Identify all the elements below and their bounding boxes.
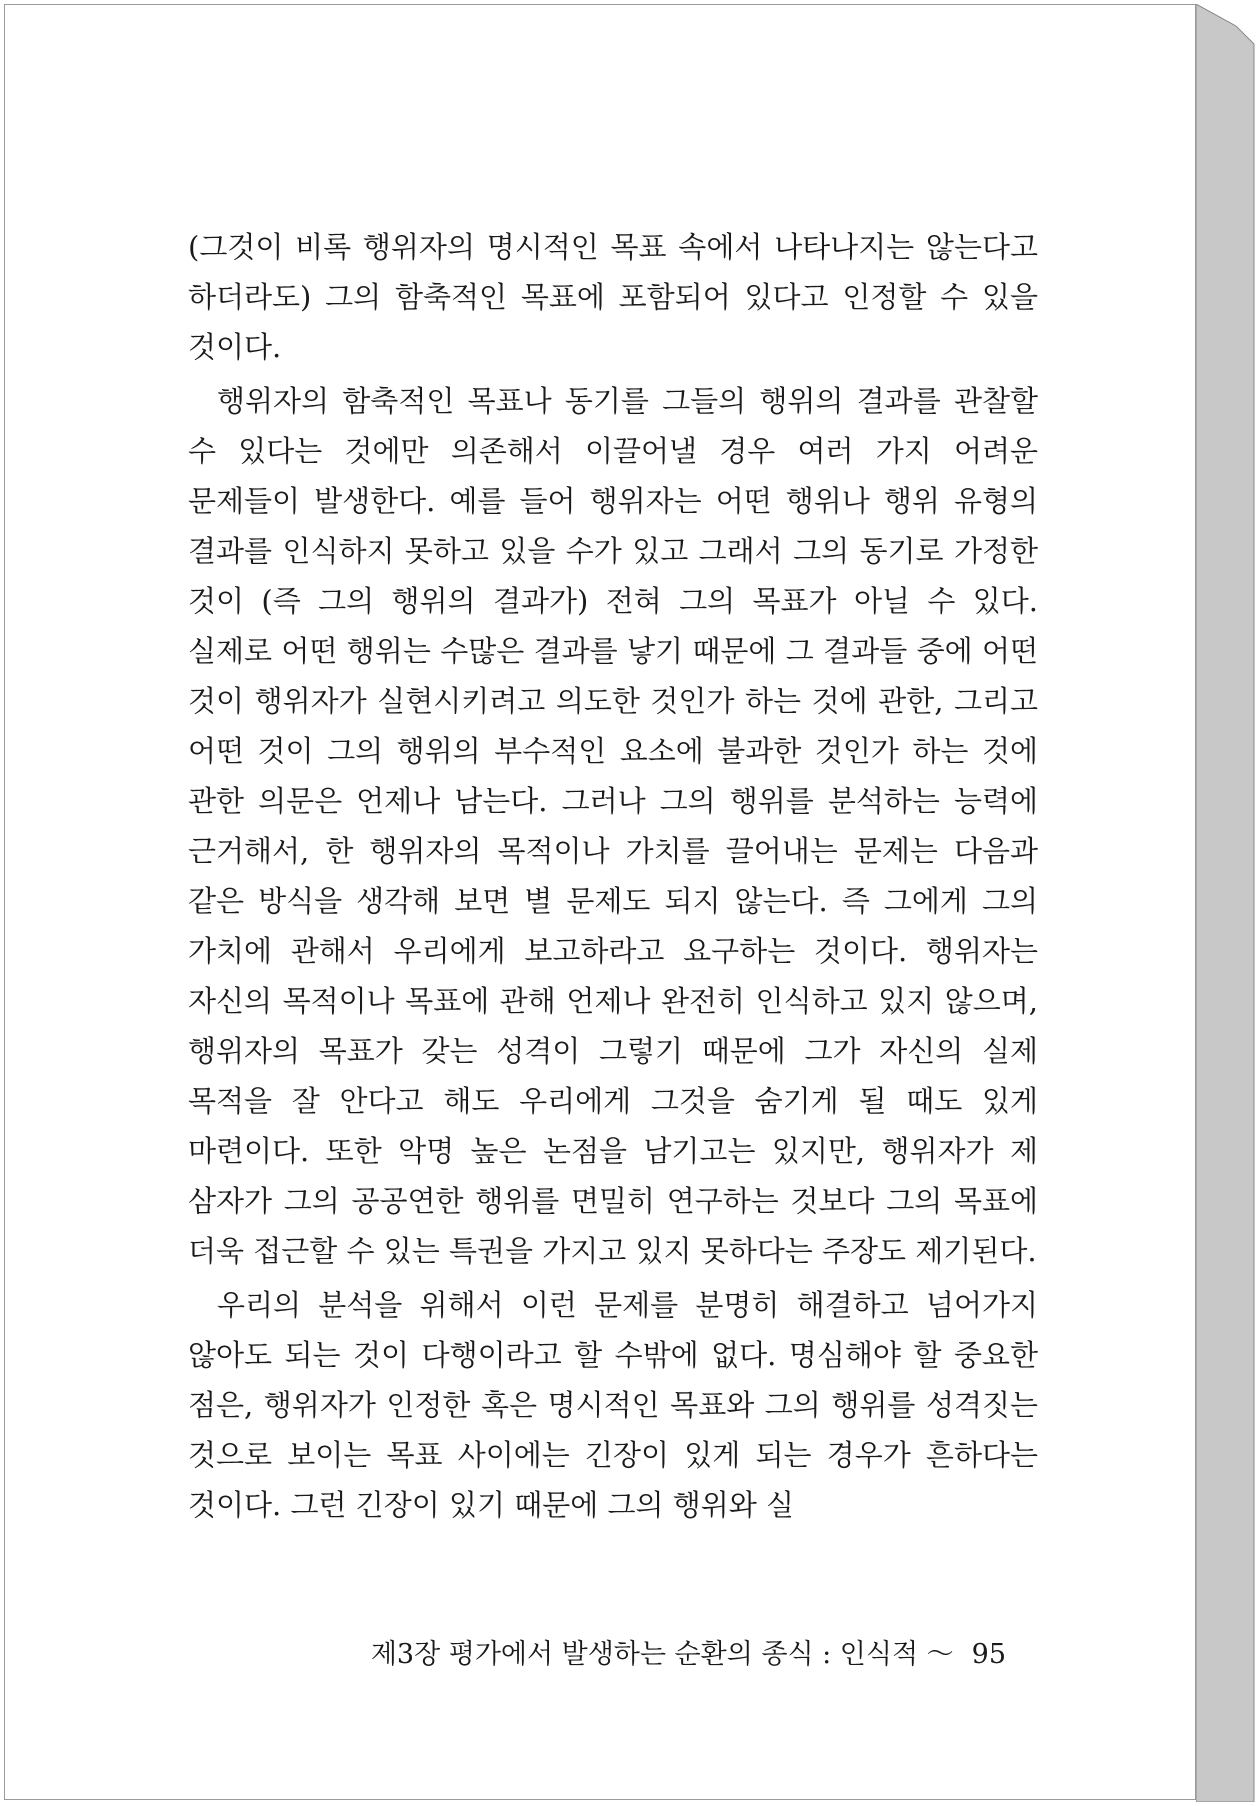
page-edge-shadow (1196, 4, 1256, 1802)
paragraph-1: (그것이 비록 행위자의 명시적인 목표 속에서 나타나지는 않는다고 하더라도) 그의 함축적인 목표에 포함되어 있다고 인정할 수 있을 것이다. (188, 230, 1038, 364)
body-text (188, 222, 1038, 1534)
paragraph-3: 우리의 분석을 위해서 이런 문제를 분명히 해결하고 넘어가지 않아도 되는 것이 다행이라고 할 수밖에 없다. 명심해야 할 중요한 점은, 행위자가 인정한 혹은 명시적인 목표와 그의 행위를 성격짓는 것으로 보이는 목표 사이에는 긴장이 있게 되는 경우가 흔하다는 것이다. 그런 긴장이 있기 때문에 그의 행위와 실 (188, 1288, 1038, 1522)
page-edge-graphic (1196, 4, 1256, 1802)
page-number: 95 (971, 1639, 1006, 1670)
footer-chapter-title: 제3장 평가에서 발생하는 순환의 종식 : 인식적 ～ (370, 1639, 954, 1670)
running-footer (188, 1632, 1006, 1671)
paragraph-2: 행위자의 함축적인 목표나 동기를 그들의 행위의 결과를 관찰할 수 있다는 것에만 의존해서 이끌어낼 경우 여러 가지 어려운 문제들이 발생한다. 예를 들어 행위자는 어떤 행위나 행위 유형의 결과를 인식하지 못하고 있을 수가 있고 그래서 그의 동기로 가정한 것이 (즉 그의 행위의 결과가) 전혀 그의 목표가 아닐 수 있다. 실제로 어떤 행위는 수많은 결과를 낳기 때문에 그 결과들 중에 어떤 것이 행위자가 실현시키려고 의도한 것인가 하는 것에 관한, 그리고 어떤 것이 그의 행위의 부수적인 요소에 불과한 것인가 하는 것에 관한 의문은 언제나 남는다. 그러나 그의 행위를 분석하는 능력에 근거해서, 한 행위자의 목적이나 가치를 끌어내는 문제는 다음과 같은 방식을 생각해 보면 별 문제도 되지 않는다. 즉 그에게 그의 가치에 관해서 우리에게 보고하라고 요구하는 것이다. 행위자는 자신의 목적이나 목표에 관해 언제나 완전히 인식하고 있지 않으며, 행위자의 목표가 갖는 성격이 그렇기 때문에 그가 자신의 실제 목적을 잘 안다고 해도 우리에게 그것을 숨기게 될 때도 있게 마련이다. 또한 악명 높은 논점을 남기고는 있지만, 행위자가 제 삼자가 그의 공공연한 행위를 면밀히 연구하는 것보다 그의 목표에 더욱 접근할 수 있는 특권을 가지고 있지 못하다는 주장도 제기된다. (188, 384, 1038, 1268)
